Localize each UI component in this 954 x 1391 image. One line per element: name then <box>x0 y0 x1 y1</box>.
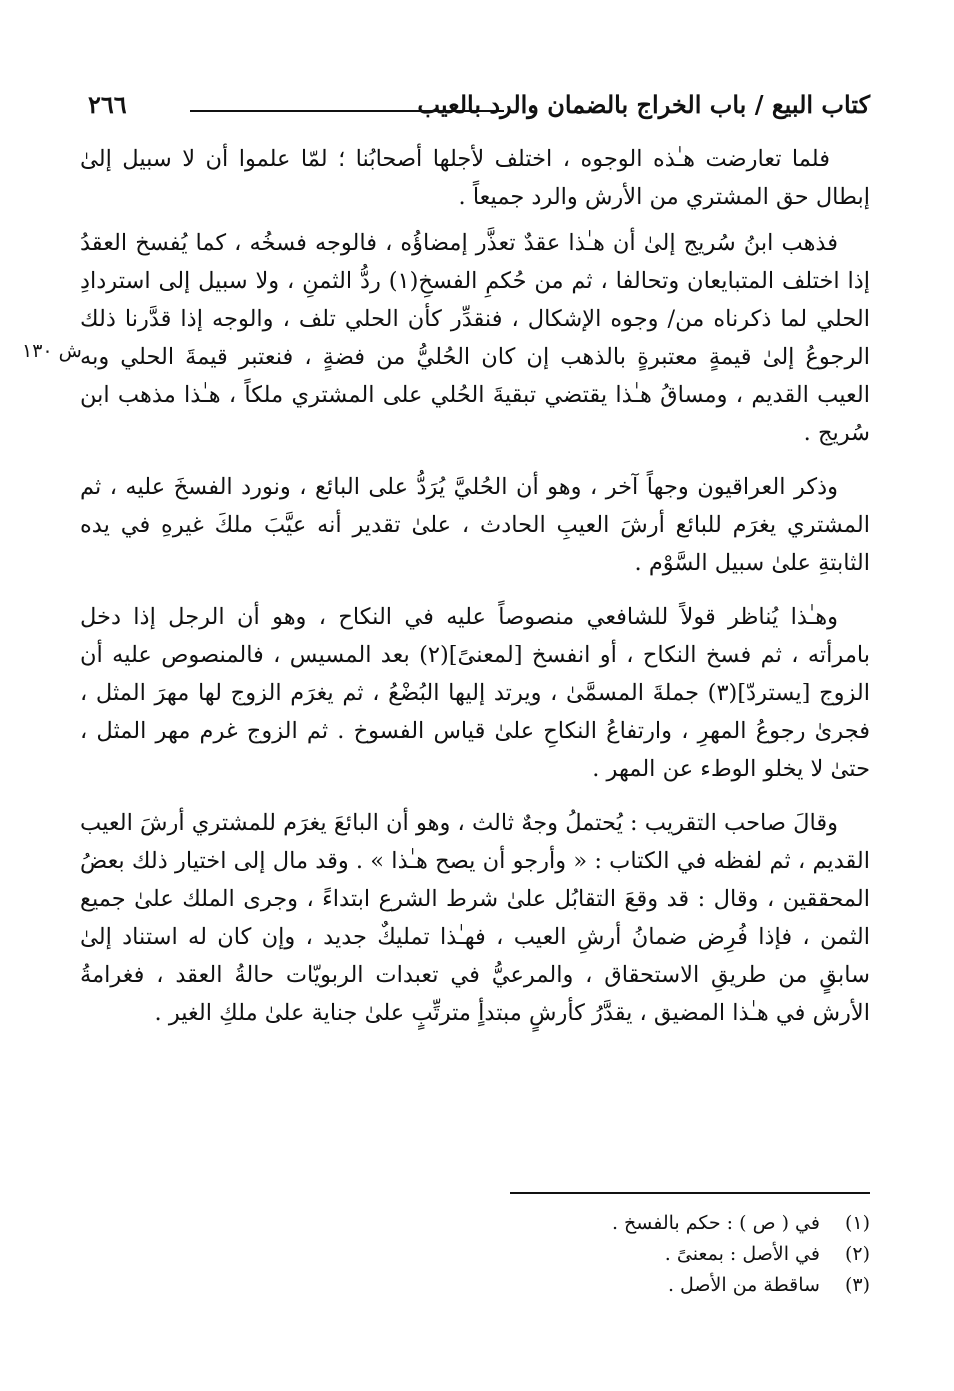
footnote <box>170 1208 870 1239</box>
footnote-number: (٢) <box>844 1243 870 1265</box>
footnotes <box>170 1208 870 1301</box>
footnote-text: في ( ص ) : حكم بالفسخ . <box>611 1212 820 1234</box>
footnote-separator <box>510 1192 870 1194</box>
running-header <box>88 86 870 126</box>
main-text <box>80 140 870 1048</box>
page-number: ٢٦٦ <box>88 90 127 119</box>
paragraph: وهـٰذا يُناظر قولاً للشافعي منصوصاً عليه في النكاح ، وهو أن الرجل إذا دخل بامرأته ، ثم فسخ النكاح ، أو انفسخ [لمعنىً](٢) بعد المسيس ، فالمنصوص عليه أن الزوج [يستردّ](٣) جملةَ المسمَّىٰ ، ويرتد إليها البُضْعُ ، ثم يغرَم الزوج لها مهرَ المثل ، فجرىٰ رجوعُ المهرِ ، وارتفاعُ النكاحِ علىٰ قياس الفسوخ . ثم الزوج غرم مهر المثل ، حتىٰ لا يخلو الوطء عن المهر . <box>80 604 870 782</box>
margin-reference: ش ١٣٠ <box>22 340 82 362</box>
paragraph: فذهب ابنُ سُريج إلىٰ أن هـٰذا عقدٌ تعذَّر إمضاؤُه ، فالوجه فسخُه ، كما يُفسخ العقدُ إذا اختلف المتبايعان وتحالفا ، ثم من حُكمِ الفسخِ(١) ردُّ الثمنِ ، ولا سبيل إلى استردادِ الحلي لما ذكرناه من/ وجوه الإشكال ، فنقدِّر كأن الحلي تلف ، والوجه إذا قدَّرنا ذلك الرجوعُ إلىٰ قيمةٍ معتبرةٍ بالذهب إن كان الحُليُّ من فضةٍ ، فنعتبر قيمةَ الحلي وبه العيب القديم ، ومساقُ هـٰذا يقتضي تبقيةَ الحُلي على المشتري ملكاً ، هـٰذا مذهب ابن سُريج . <box>80 230 870 446</box>
header-title: كتاب البيع / باب الخراج بالضمان والرد بالعيب <box>417 90 870 119</box>
paragraph: وذكر العراقيون وجهاً آخر ، وهو أن الحُليَّ يُرَدُّ على البائع ، ونورد الفسخَ عليه ، ثم المشتري يغرَم للبائع أرشَ العيبِ الحادث ، علىٰ تقدير أنه عيَّبَ ملكَ غيرهِ في يده الثابتةِ علىٰ سبيل السَّوْم . <box>80 474 870 576</box>
header-rule <box>190 110 504 112</box>
footnote <box>170 1239 870 1270</box>
paragraph: فلما تعارضت هـٰذه الوجوه ، اختلف لأجلها أصحابُنا ؛ لمّا علموا أن لا سبيل إلىٰ إبطال حق المشتري من الأرش والرد جميعاً . <box>80 146 870 210</box>
paragraph: وقالَ صاحب التقريب : يُحتملُ وجهٌ ثالث ، وهو أن البائعَ يغرَم للمشتري أرشَ العيب القديم ، ثم لفظه في الكتاب : « وأرجو أن يصح هـٰذا » . وقد مال إلى اختيار ذلك بعضُ المحققين ، وقال : قد وقعَ التقابُل علىٰ شرط الشرع ابتداءً ، وجرى الملك علىٰ جميع الثمن ، فإذا فُرِض ضمانُ أرشِ العيب ، فهـٰذا تمليكٌ جديد ، وإن كان له استناد إلىٰ سابقٍ من طريقِ الاستحقاق ، والمرعيُّ في تعبدات الربويّات حالةُ العقد ، فغرامةُ الأرش في هـٰذا المضيق ، يقدَّرُ كأرشٍ مبتدأٍ مترتِّبٍ علىٰ جناية علىٰ ملكِ الغير . <box>80 810 870 1026</box>
footnote-text: ساقطة من الأصل . <box>667 1274 820 1296</box>
footnote <box>170 1270 870 1301</box>
footnote-number: (١) <box>844 1212 870 1234</box>
footnote-text: في الأصل : بمعنىً . <box>664 1243 820 1265</box>
footnote-number: (٣) <box>844 1274 870 1296</box>
